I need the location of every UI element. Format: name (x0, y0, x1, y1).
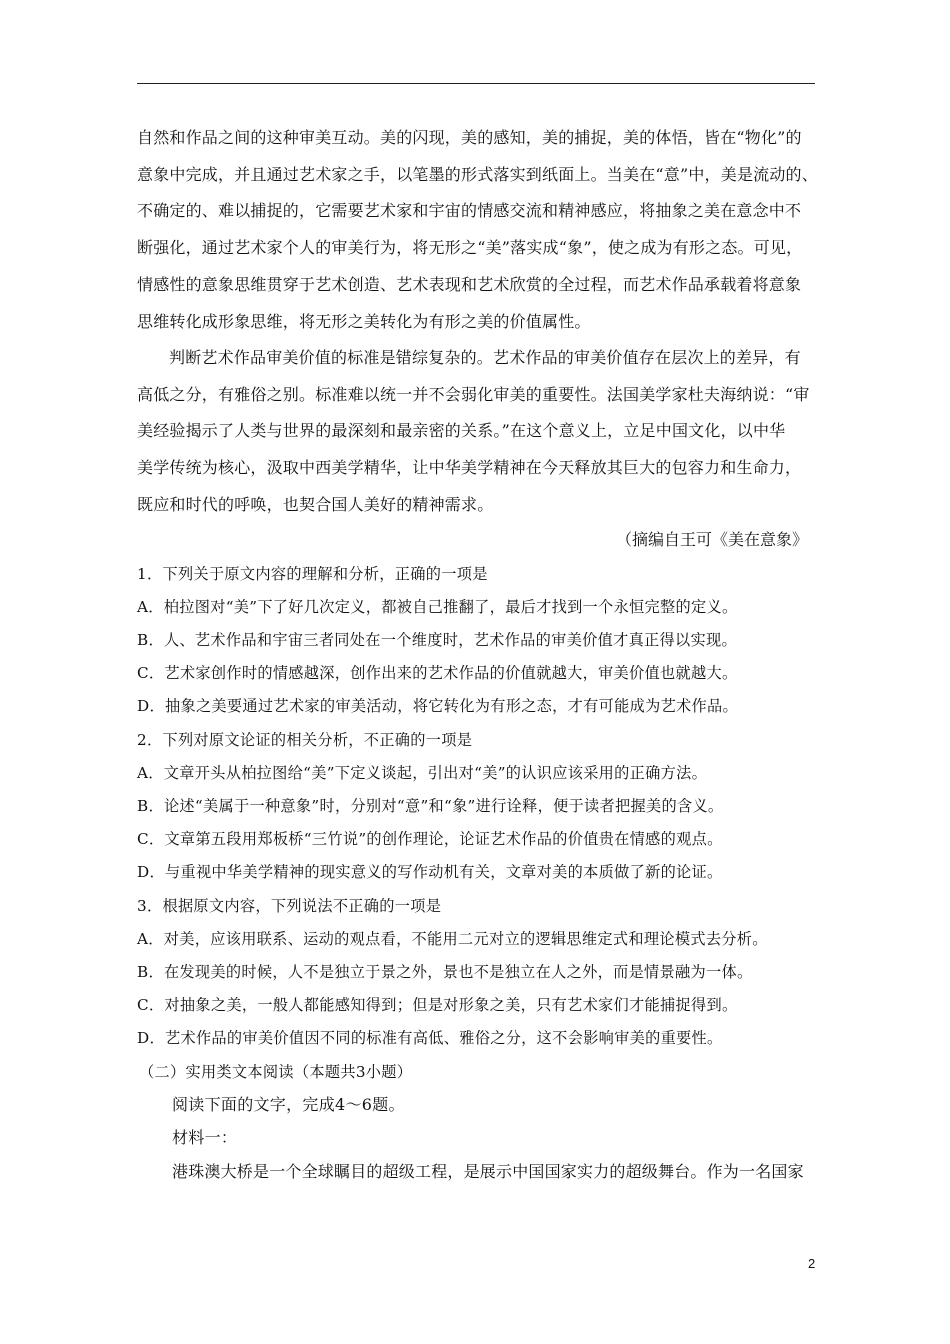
page-number: 2 (808, 1256, 816, 1271)
question-1-option-a: A．柏拉图对“美”下了好几次定义，都被自己推翻了，最后才找到一个永恒完整的定义。 (137, 598, 738, 616)
text-line: 情感性的意象思维贯穿于艺术创造、艺术表现和艺术欣赏的全过程，而艺术作品承载着将意象 (137, 275, 802, 294)
question-2-stem: 2．下列对原文论证的相关分析，不正确的一项是 (137, 731, 473, 749)
reading-instruction: 阅读下面的文字，完成4～6题。 (172, 1095, 405, 1114)
material-text-line: 港珠澳大桥是一个全球瞩目的超级工程，是展示中国国家实力的超级舞台。作为一名国家 (172, 1162, 804, 1181)
question-3-option-a: A．对美，应该用联系、运动的观点看，不能用二元对立的逻辑思维定式和理论模式去分析。 (137, 930, 768, 948)
question-3-option-d: D．艺术作品的审美价值因不同的标准有高低、雅俗之分，这不会影响审美的重要性。 (137, 1029, 723, 1047)
material-label: 材料一： (172, 1128, 238, 1147)
question-1-option-b: B．人、艺术作品和宇宙三者同处在一个维度时，艺术作品的审美价值才真正得以实现。 (137, 631, 737, 649)
header-rule (137, 83, 815, 84)
question-3-option-b: B．在发现美的时候，人不是独立于景之外，景也不是独立在人之外，而是情景融为一体。 (137, 963, 753, 981)
text-line: 思维转化成形象思维，将无形之美转化为有形之美的价值属性。 (137, 312, 591, 331)
text-line: 断强化，通过艺术家个人的审美行为，将无形之“美”落实成“象”，使之成为有形之态。可见， (137, 238, 803, 257)
question-2-option-a: A．文章开头从柏拉图给“美”下定义谈起，引出对“美”的认识应该采用的正确方法。 (137, 764, 708, 782)
text-line: 意象中完成，并且通过艺术家之手，以笔墨的形式落实到纸面上。当美在“意”中，美是流动的、 (137, 165, 818, 184)
question-3-option-c: C．对抽象之美，一般人都能感知得到；但是对形象之美，只有艺术家们才能捕捉得到。 (137, 996, 738, 1014)
question-3-stem: 3．根据原文内容，下列说法不正确的一项是 (137, 897, 442, 915)
text-line: 不确定的、难以捕捉的，它需要艺术家和宇宙的情感交流和精神感应，将抽象之美在意念中不 (137, 201, 802, 220)
question-1-stem: 1．下列关于原文内容的理解和分析，正确的一项是 (137, 565, 488, 583)
question-2-option-b: B．论述“美属于一种意象”时，分别对“意”和“象”进行诠释，便于读者把握美的含义。 (137, 797, 724, 815)
text-line: 美经验揭示了人类与世界的最深刻和最亲密的关系。”在这个意义上，立足中国文化，以中华 (137, 421, 786, 440)
text-line: 高低之分，有雅俗之别。标准难以统一并不会弱化审美的重要性。法国美学家杜夫海纳说：“审 (137, 385, 810, 404)
question-2-option-c: C．文章第五段用郑板桥“三竹说”的创作理论，论证艺术作品的价值贵在情感的观点。 (137, 830, 723, 848)
text-line: 既应和时代的呼唤，也契合国人美好的精神需求。 (137, 495, 494, 514)
section-heading: （二）实用类文本阅读（本题共3小题） (139, 1063, 413, 1081)
question-1-option-c: C．艺术家创作时的情感越深，创作出来的艺术作品的价值就越大，审美价值也就越大。 (137, 664, 738, 682)
question-1-option-d: D．抽象之美要通过艺术家的审美活动，将它转化为有形之态，才有可能成为艺术作品。 (137, 697, 739, 715)
text-line: 美学传统为核心，汲取中西美学精华，让中华美学精神在今天释放其巨大的包容力和生命力， (137, 458, 802, 477)
question-2-option-d: D．与重视中华美学精神的现实意义的写作动机有关，文章对美的本质做了新的论证。 (137, 863, 723, 881)
text-line: 自然和作品之间的这种审美互动。美的闪现，美的感知，美的捕捉，美的体悟，皆在“物化”的 (137, 128, 802, 147)
source-citation: （摘编自王可《美在意象》 (615, 530, 808, 549)
text-line: 判断艺术作品审美价值的标准是错综复杂的。艺术作品的审美价值存在层次上的差异，有 (169, 348, 801, 367)
